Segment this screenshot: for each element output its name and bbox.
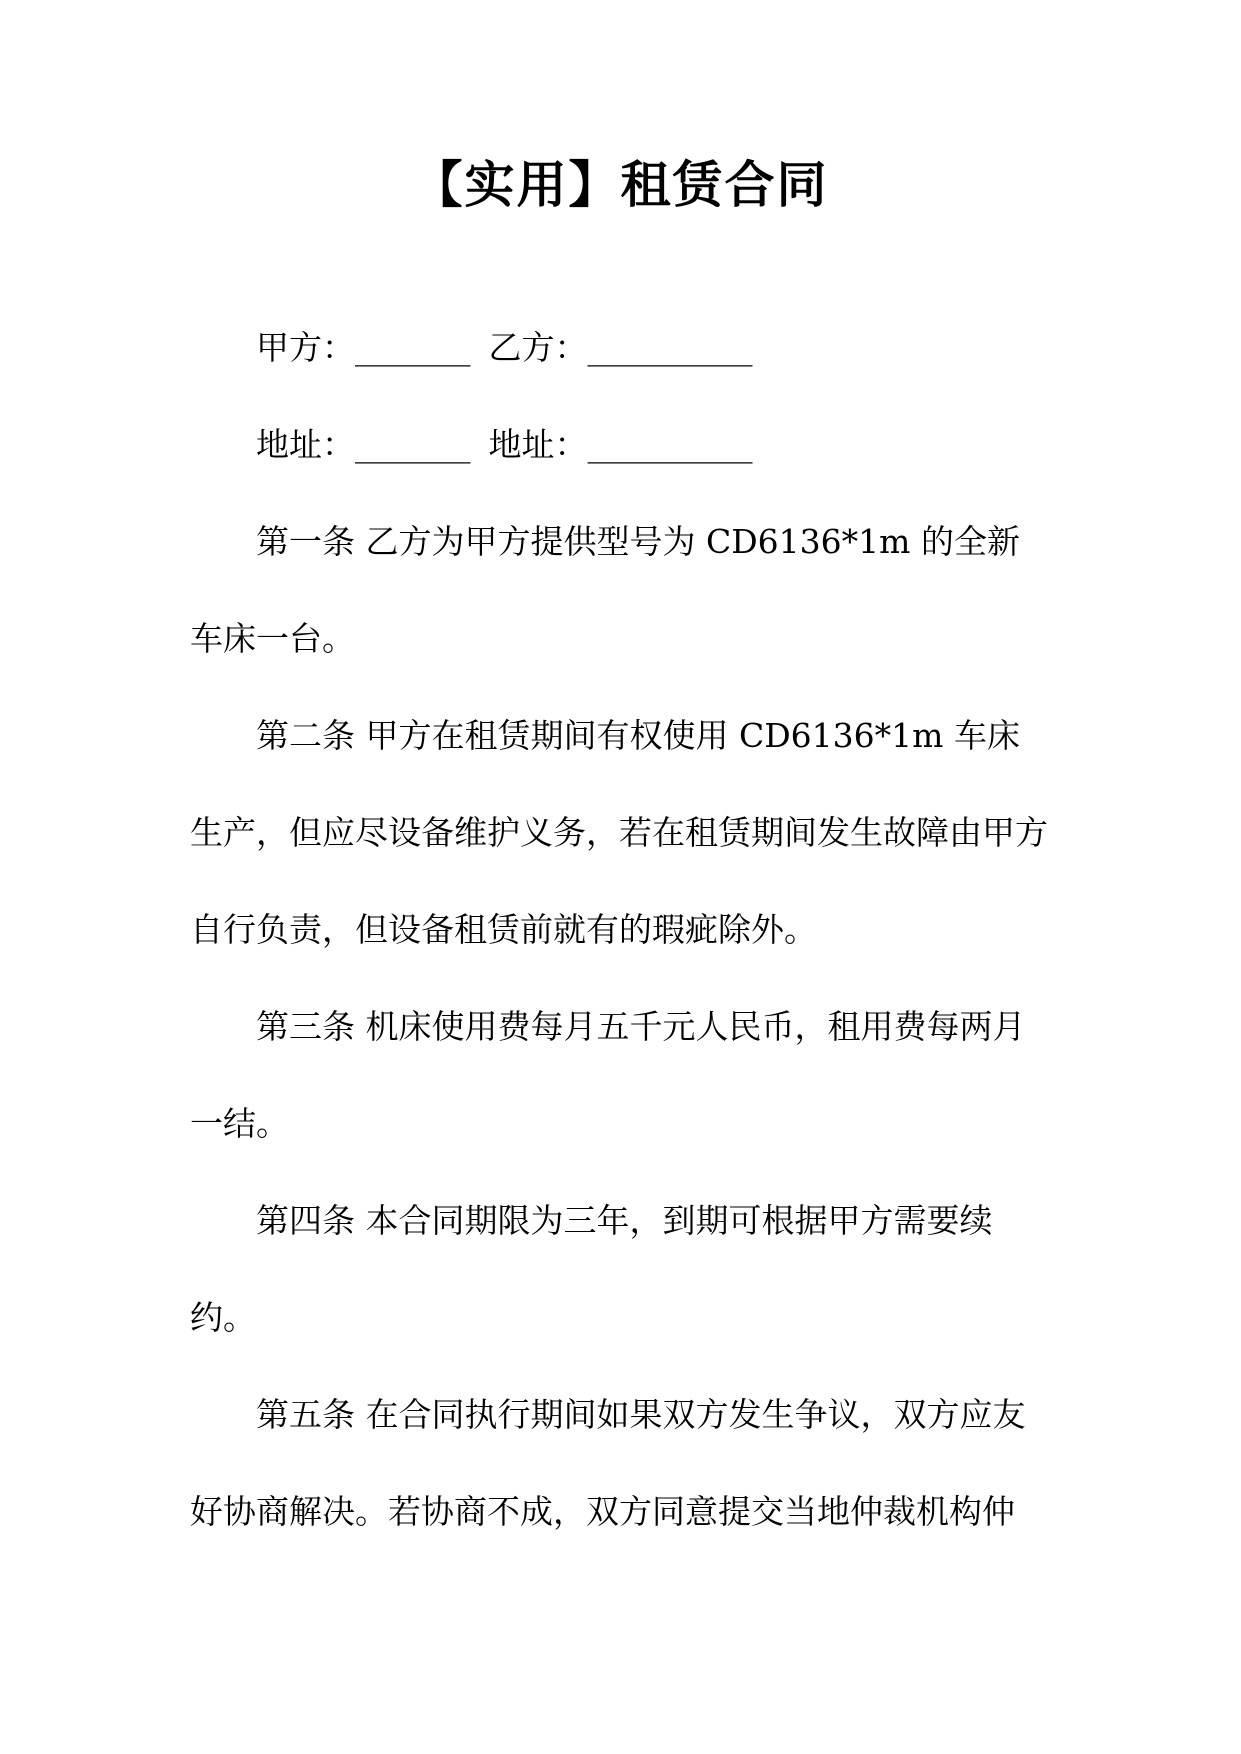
- clause-5: 第五条 在合同执行期间如果双方发生争议，双方应友好协商解决。若协商不成，双方同意提交当地仲裁机构仲: [190, 1395, 1026, 1531]
- party-a-label: 甲方：_______: [256, 328, 471, 367]
- clause-4: 第四条 本合同期限为三年，到期可根据甲方需要续约。: [190, 1201, 993, 1337]
- party-line: [190, 299, 1050, 396]
- party-b-label: 乙方：__________: [488, 328, 753, 367]
- address-a-label: 地址：_______: [256, 425, 471, 464]
- document-title: 【实用】租赁合同: [412, 156, 829, 214]
- address-b-label: 地址：__________: [488, 425, 753, 464]
- address-line: [190, 396, 1050, 493]
- document-body: [190, 299, 1050, 1560]
- clause-3: 第三条 机床使用费每月五千元人民币，租用费每两月一结。: [190, 1007, 1026, 1143]
- clause-1: 第一条 乙方为甲方提供型号为 CD6136*1m 的全新车床一台。: [190, 522, 1020, 658]
- clause-2: 第二条 甲方在租赁期间有权使用 CD6136*1m 车床生产，但应尽设备维护义务，若在租赁期间发生故障由甲方自行负责，但设备租赁前就有的瑕疵除外。: [190, 716, 1048, 949]
